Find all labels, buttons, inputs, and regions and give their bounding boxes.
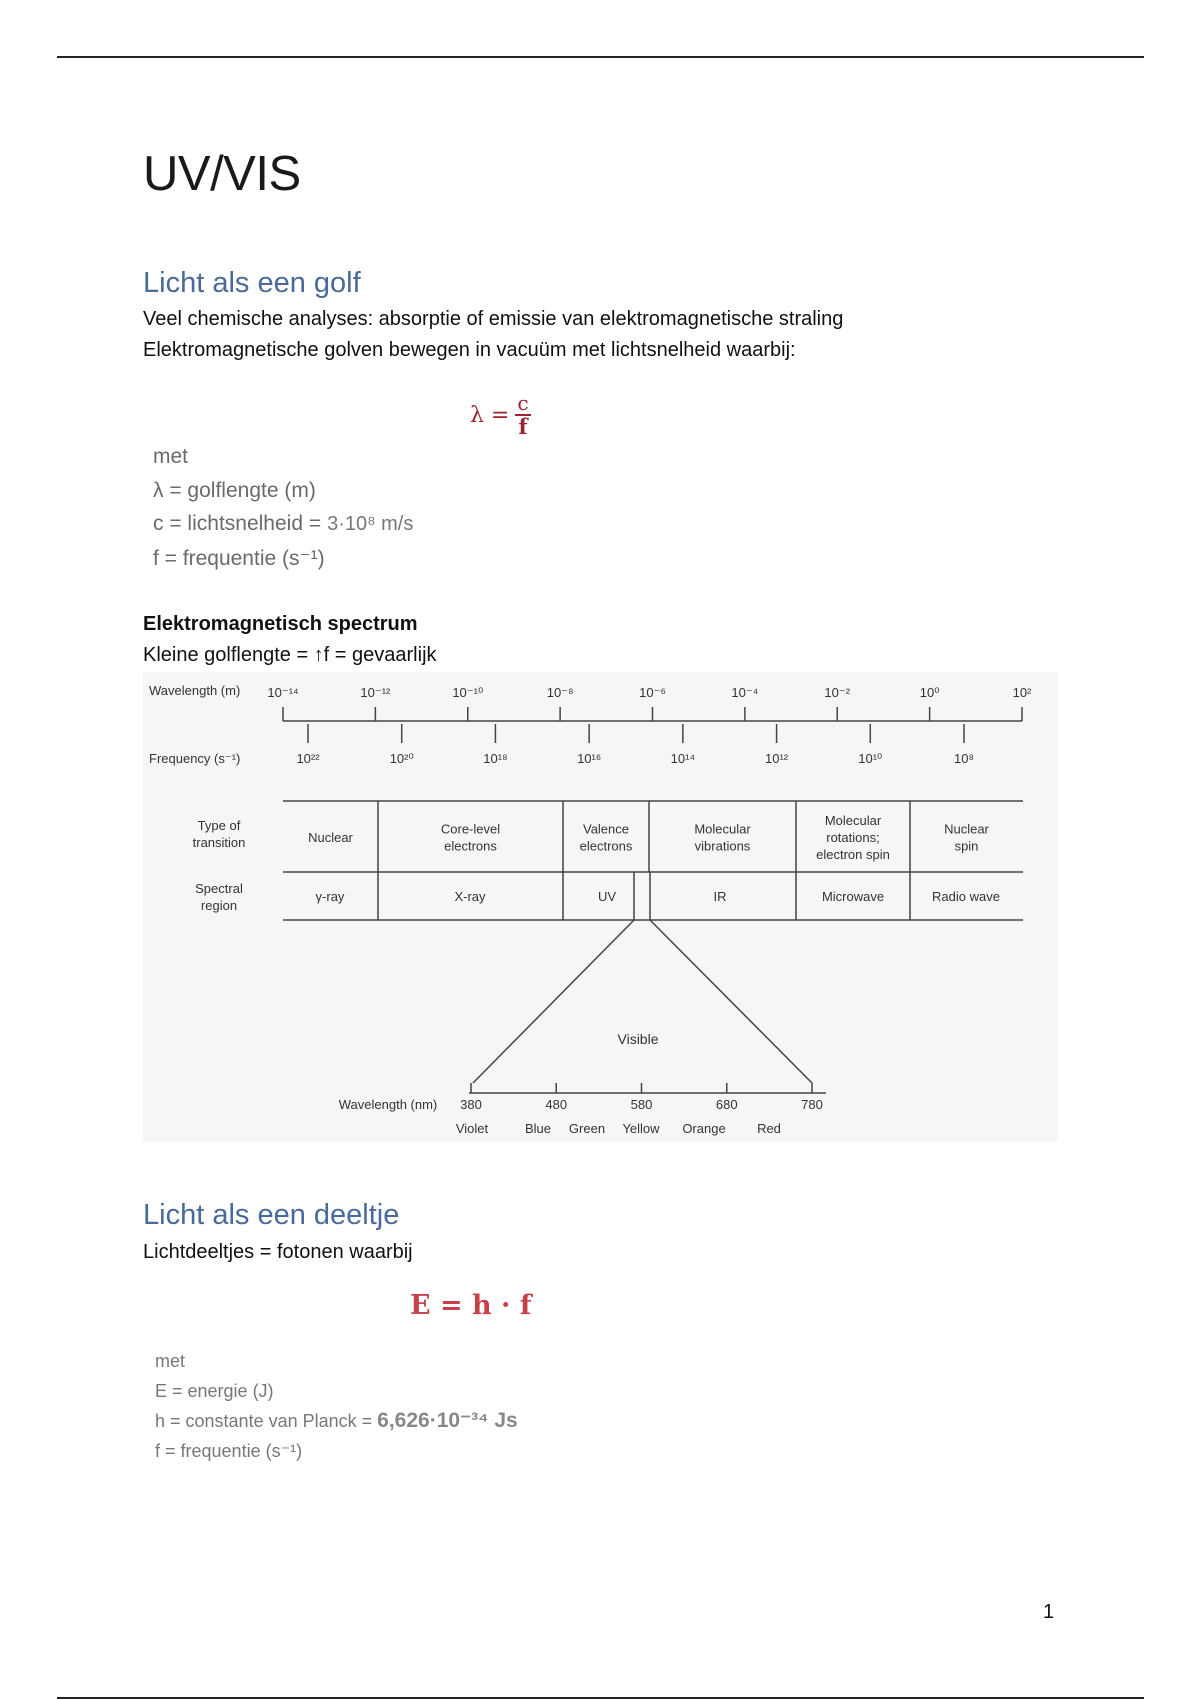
- frequency-tick-label: 10¹⁴: [670, 751, 696, 766]
- transition-label: Nuclear: [308, 830, 353, 845]
- wavelength-tick-label: 10⁻¹⁰: [452, 685, 484, 700]
- nm-tick-label: 680: [715, 1097, 738, 1112]
- defs2-met: met: [155, 1351, 186, 1371]
- wave-line-1: Veel chemische analyses: absorptie of emissie van elektromagnetische straling: [143, 308, 844, 330]
- formula-denominator: f: [518, 414, 528, 439]
- transition-label: Core-level: [440, 821, 501, 837]
- color-label: Red: [757, 1121, 781, 1136]
- def-h-label: h = constante van Planck =: [155, 1411, 373, 1431]
- def-c-value: 3·10⁸ m/s: [327, 513, 414, 535]
- particle-line-1: Lichtdeeltjes = fotonen waarbij: [143, 1241, 413, 1263]
- row-label-region-2: region: [200, 898, 238, 913]
- wavelength-tick-label: 10⁻⁸: [546, 685, 574, 700]
- frequency-axis-label: Frequency (s⁻¹): [149, 751, 241, 766]
- def-E: E = energie (J): [155, 1381, 274, 1401]
- page-title: UV/VIS: [143, 147, 301, 201]
- bottom-rule: [57, 1697, 1144, 1699]
- color-label: Blue: [524, 1121, 552, 1136]
- row-label-transition-2: transition: [192, 835, 246, 850]
- nm-tick-label: 380: [460, 1097, 482, 1112]
- def-lambda: λ = golflengte (m): [153, 478, 316, 502]
- def-h-value: 6,626·10⁻³⁴ Js: [377, 1409, 518, 1432]
- formula-lhs: λ =: [470, 402, 510, 428]
- nm-axis-label: Wavelength (nm): [338, 1097, 438, 1112]
- row-label-region-1: Spectral: [195, 881, 243, 896]
- region-label: γ-ray: [315, 889, 345, 904]
- transition-label: electrons: [444, 838, 497, 854]
- wavelength-tick-label: 10⁻¹⁴: [267, 685, 299, 700]
- wavelength-axis-label: Wavelength (m): [149, 683, 241, 698]
- wavelength-tick-label: 10⁻¹²: [360, 685, 391, 700]
- section-heading-particle: Licht als een deeltje: [143, 1199, 400, 1231]
- color-label: Violet: [455, 1121, 489, 1136]
- frequency-tick-label: 10²²: [296, 751, 320, 766]
- transition-label: Nuclear: [944, 821, 989, 837]
- energy-formula: E = h · f: [410, 1290, 532, 1321]
- wavelength-tick-label: 10⁻²: [824, 685, 851, 700]
- region-label: X-ray: [454, 889, 486, 904]
- diagram-background: [143, 672, 1058, 1142]
- def-f2: f = frequentie (s⁻¹): [155, 1441, 303, 1461]
- wavelength-tick-label: 10⁰: [919, 685, 940, 700]
- transition-label: spin: [954, 838, 979, 854]
- page-number: 1: [1043, 1601, 1055, 1623]
- wavelength-tick-label: 10²: [1012, 685, 1032, 700]
- frequency-tick-label: 10¹⁶: [577, 751, 602, 766]
- region-label: UV: [597, 889, 617, 904]
- spectrum-heading: Elektromagnetisch spectrum: [143, 613, 418, 635]
- color-label: Green: [568, 1121, 606, 1136]
- spectrum-subtitle: Kleine golflengte = ↑f = gevaarlijk: [143, 644, 437, 666]
- nm-tick-label: 480: [545, 1097, 568, 1112]
- transition-label: vibrations: [694, 838, 751, 854]
- frequency-tick-label: 10⁸: [954, 751, 974, 766]
- transition-label: Molecular: [694, 821, 751, 837]
- wavelength-tick-label: 10⁻⁶: [639, 685, 666, 700]
- wave-line-2: Elektromagnetische golven bewegen in vacuüm met lichtsnelheid waarbij:: [143, 339, 796, 361]
- transition-label: Molecular: [824, 813, 882, 828]
- visible-label: Visible: [617, 1031, 659, 1047]
- particle-definitions: [155, 1346, 518, 1466]
- frequency-tick-label: 10¹⁸: [483, 751, 508, 766]
- region-label: IR: [713, 889, 727, 904]
- defs-met: met: [153, 445, 189, 468]
- def-f: f = frequentie (s⁻¹): [153, 546, 325, 570]
- section-heading-wave: Licht als een golf: [143, 267, 361, 299]
- nm-tick-label: 780: [801, 1097, 823, 1112]
- transition-label: Valence: [582, 821, 630, 837]
- row-label-transition-1: Type of: [197, 818, 241, 833]
- wavelength-tick-label: 10⁻⁴: [731, 685, 759, 700]
- formula-numerator: c: [517, 391, 529, 415]
- frequency-tick-label: 10²⁰: [389, 751, 414, 766]
- def-h: [155, 1406, 518, 1436]
- color-label: Yellow: [622, 1121, 660, 1136]
- nm-tick-label: 580: [630, 1097, 653, 1112]
- region-label: Radio wave: [932, 889, 1000, 904]
- transition-label: electron spin: [816, 847, 890, 862]
- transition-label: electrons: [579, 838, 633, 854]
- region-label: Microwave: [821, 889, 885, 904]
- def-c-label: c = lichtsnelheid =: [153, 512, 322, 535]
- frequency-tick-label: 10¹²: [765, 751, 789, 766]
- transition-label: rotations;: [826, 830, 880, 845]
- frequency-tick-label: 10¹⁰: [858, 751, 883, 766]
- color-label: Orange: [682, 1121, 726, 1136]
